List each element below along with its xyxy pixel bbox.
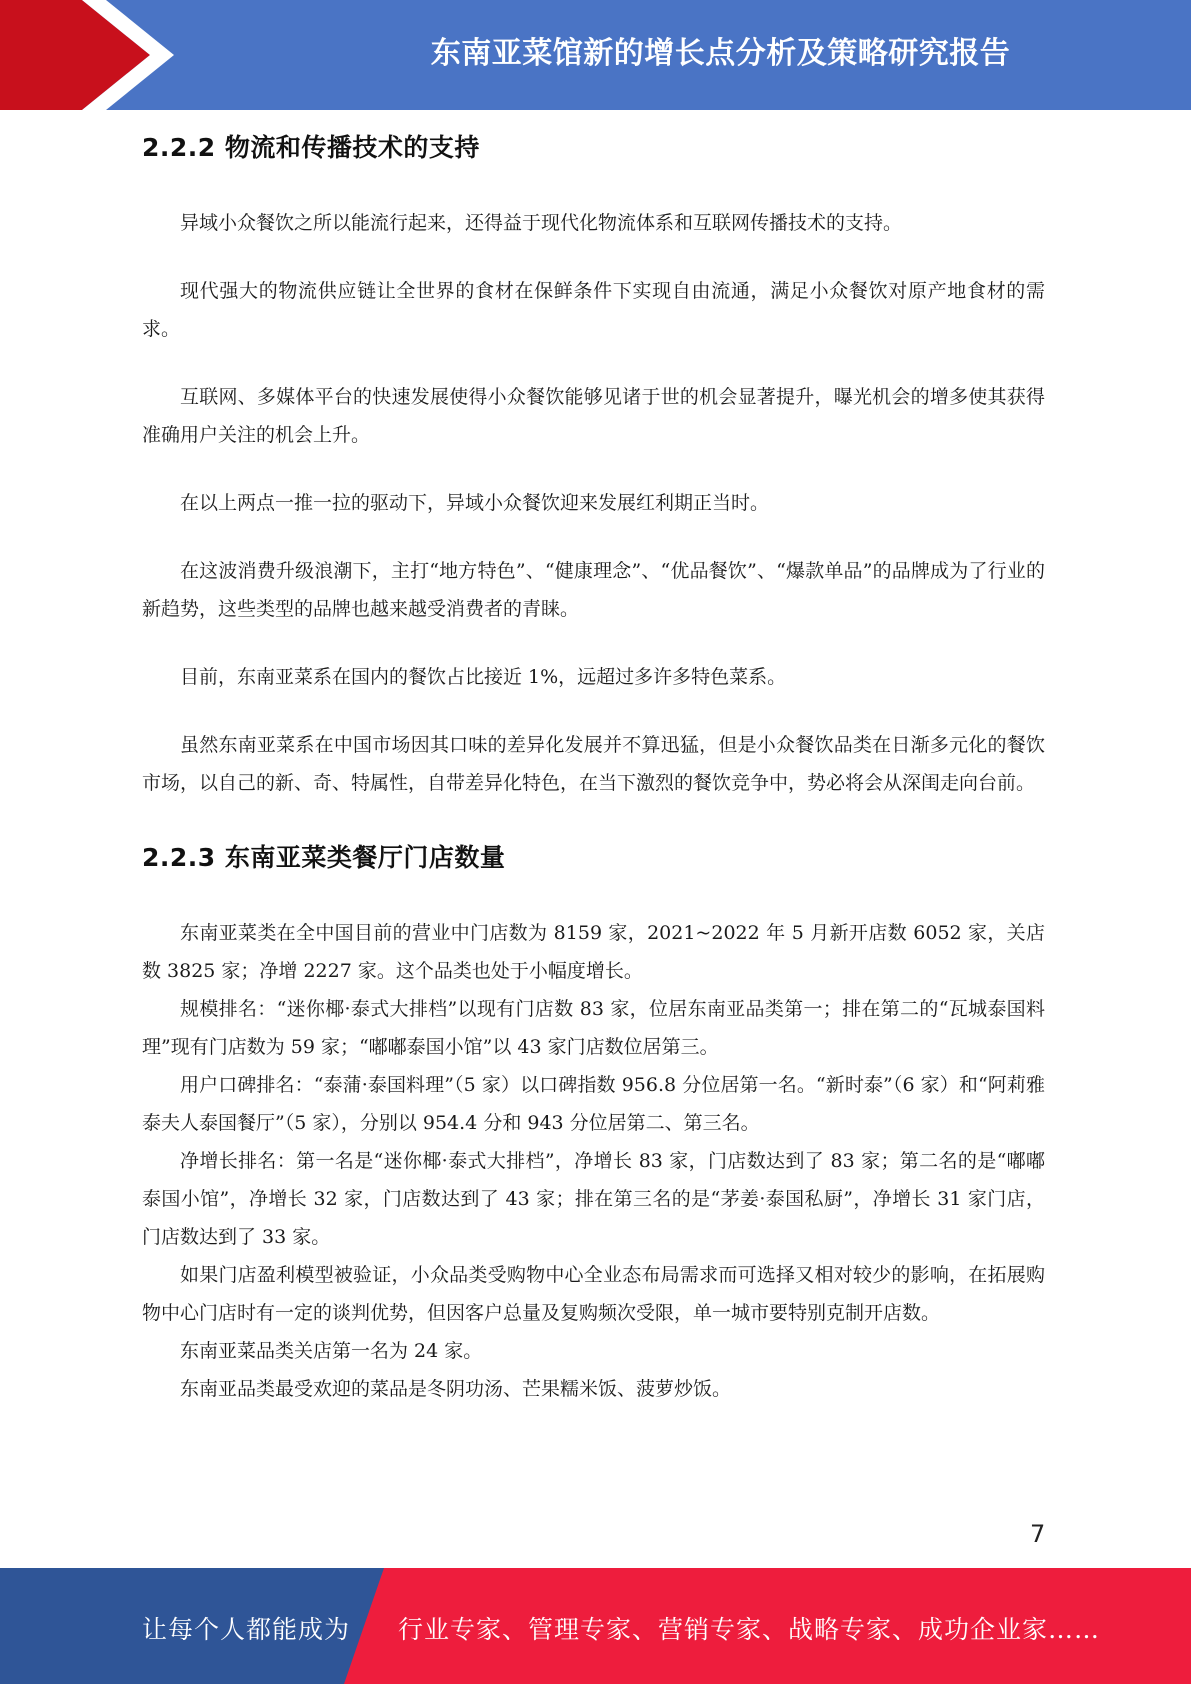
paragraph: 异域小众餐饮之所以能流行起来，还得益于现代化物流体系和互联网传播技术的支持。 <box>180 212 903 234</box>
paragraph: 互联网、多媒体平台的快速发展使得小众餐饮能够见诸于世的机会显著提升，曝光机会的增多使其获得准确用户关注的机会上升。 <box>142 386 1045 446</box>
paragraph: 东南亚菜类在全中国目前的营业中门店数为 8159 家，2021~2022 年 5 月新开店数 6052 家，关店数 3825 家；净增 2227 家。这个品类也处于小幅度增长。 <box>142 922 1045 982</box>
footer-slogan-right: 行业专家、管理专家、营销专家、战略专家、成功企业家…… <box>398 1615 1101 1644</box>
page-content <box>142 128 1045 1408</box>
header-banner <box>0 0 1191 110</box>
section-heading-store-count: 2.2.3 东南亚菜类餐厅门店数量 <box>142 843 506 872</box>
paragraph: 用户口碑排名：“泰蒲·泰国料理”（5 家）以口碑指数 956.8 分位居第一名。“新时泰”（6 家）和“阿莉雅泰夫人泰国餐厅”（5 家），分别以 954.4 分和 943 分位居第二、第三名。 <box>142 1074 1045 1134</box>
footer-banner <box>0 1568 1191 1684</box>
paragraph: 规模排名：“迷你椰·泰式大排档”以现有门店数 83 家，位居东南亚品类第一；排在第二的“瓦城泰国料理”现有门店数为 59 家；“嘟嘟泰国小馆”以 43 家门店数位居第三。 <box>142 998 1045 1058</box>
footer-slogan-left: 让每个人都能成为 <box>142 1615 351 1644</box>
paragraph: 在这波消费升级浪潮下，主打“地方特色”、“健康理念”、“优品餐饮”、“爆款单品”的品牌成为了行业的新趋势，这些类型的品牌也越来越受消费者的青睐。 <box>142 560 1045 620</box>
paragraph: 净增长排名：第一名是“迷你椰·泰式大排档”，净增长 83 家，门店数达到了 83 家；第二名的是“嘟嘟泰国小馆”，净增长 32 家，门店数达到了 43 家；排在第三名的是“茅姜·泰国私厨”，净增长 31 家门店，门店数达到了 33 家。 <box>142 1150 1045 1248</box>
paragraph: 虽然东南亚菜系在中国市场因其口味的差异化发展并不算迅猛，但是小众餐饮品类在日渐多元化的餐饮市场，以自己的新、奇、特属性，自带差异化特色，在当下激烈的餐饮竞争中，势必将会从深闺走向台前。 <box>142 734 1045 794</box>
paragraph: 目前，东南亚菜系在国内的餐饮占比接近 1%，远超过多许多特色菜系。 <box>180 666 787 688</box>
paragraph: 东南亚菜品类关店第一名为 24 家。 <box>180 1340 483 1362</box>
paragraph: 现代强大的物流供应链让全世界的食材在保鲜条件下实现自由流通，满足小众餐饮对原产地食材的需求。 <box>142 280 1045 340</box>
section-heading-logistics: 2.2.2 物流和传播技术的支持 <box>142 133 480 162</box>
paragraph: 如果门店盈利模型被验证，小众品类受购物中心全业态布局需求而可选择又相对较少的影响，在拓展购物中心门店时有一定的谈判优势，但因客户总量及复购频次受限，单一城市要特别克制开店数。 <box>142 1264 1045 1324</box>
paragraph: 东南亚品类最受欢迎的菜品是冬阴功汤、芒果糯米饭、菠萝炒饭。 <box>180 1378 732 1400</box>
page-number: 7 <box>1030 1520 1046 1548</box>
report-title: 东南亚菜馆新的增长点分析及策略研究报告 <box>430 36 1011 71</box>
paragraph: 在以上两点一推一拉的驱动下，异域小众餐饮迎来发展红利期正当时。 <box>180 492 770 514</box>
